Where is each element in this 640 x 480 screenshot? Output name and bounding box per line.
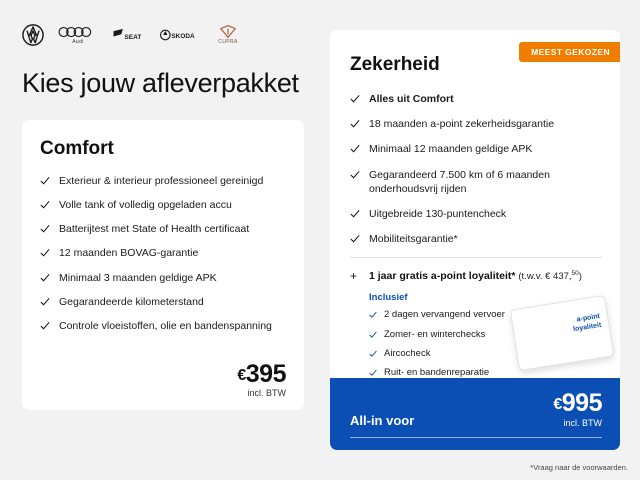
loyalty-value-end: ) bbox=[578, 271, 582, 283]
list-item bbox=[40, 198, 286, 212]
list-item bbox=[350, 168, 602, 196]
loyalty-value-main: (t.w.v. € 437, bbox=[518, 271, 572, 283]
divider bbox=[350, 257, 602, 258]
feature-text: Batterijtest met State of Health certificaat bbox=[59, 223, 250, 236]
comfort-price bbox=[237, 360, 286, 389]
check-icon bbox=[40, 248, 50, 258]
check-icon bbox=[369, 369, 377, 377]
feature-text: Alles uit Comfort bbox=[369, 93, 454, 105]
inclusief-text: Zomer- en winterchecks bbox=[384, 328, 486, 340]
zekerheid-title: Zekerheid bbox=[350, 54, 440, 75]
page-title: Kies jouw afleverpakket bbox=[22, 68, 299, 98]
currency-symbol: € bbox=[553, 396, 562, 413]
check-icon bbox=[369, 350, 377, 358]
inclusief-text: Aircocheck bbox=[384, 348, 431, 360]
list-item bbox=[350, 207, 602, 221]
comfort-price-block bbox=[237, 360, 286, 398]
check-icon bbox=[40, 176, 50, 186]
zekerheid-package-card[interactable] bbox=[330, 30, 620, 450]
feature-text: 12 maanden BOVAG-garantie bbox=[59, 247, 199, 260]
list-item bbox=[350, 117, 602, 131]
loyalty-title: 1 jaar gratis a-point loyaliteit* bbox=[369, 270, 516, 283]
allin-label: All-in voor bbox=[350, 413, 415, 428]
check-icon bbox=[350, 209, 360, 219]
check-icon bbox=[350, 170, 360, 180]
comfort-feature-list bbox=[40, 174, 286, 333]
list-item bbox=[40, 222, 286, 236]
check-icon bbox=[40, 321, 50, 331]
check-icon bbox=[350, 144, 360, 154]
comfort-package-card[interactable] bbox=[22, 120, 304, 410]
check-icon bbox=[369, 331, 377, 339]
seat-logo-icon bbox=[112, 27, 146, 43]
feature-text: Gegarandeerde kilometerstand bbox=[59, 295, 204, 308]
feature-text: Gegarandeerd 7.500 km of 6 maanden onderhoudsvrij rijden bbox=[369, 168, 550, 195]
list-item bbox=[350, 142, 602, 156]
allin-price-block bbox=[553, 391, 602, 428]
list-item bbox=[350, 92, 602, 106]
audi-label: Audi bbox=[72, 38, 84, 45]
list-item bbox=[40, 246, 286, 260]
loyalty-card-line2: loyaliteit bbox=[572, 321, 602, 333]
footer-top-row bbox=[350, 391, 602, 428]
feature-text: Uitgebreide 130-puntencheck bbox=[369, 207, 507, 220]
list-item bbox=[40, 271, 286, 285]
list-item bbox=[40, 319, 286, 333]
check-icon bbox=[369, 311, 377, 319]
feature-text: Exterieur & interieur professioneel gereinigd bbox=[59, 174, 264, 187]
check-icon bbox=[350, 94, 360, 104]
loyalty-value-cents: 50 bbox=[571, 270, 579, 278]
cupra-label: CUPRA bbox=[218, 39, 238, 45]
footnote: *Vraag naar de voorwaarden. bbox=[530, 463, 628, 472]
check-icon bbox=[350, 234, 360, 244]
zekerheid-feature-list bbox=[350, 92, 602, 246]
list-item bbox=[40, 174, 286, 188]
allin-price-footer bbox=[330, 378, 620, 450]
allin-price bbox=[553, 391, 602, 416]
svg-text:SEAT: SEAT bbox=[124, 33, 142, 41]
price-value: 995 bbox=[561, 389, 602, 417]
inclusief-text: 2 dagen vervangend vervoer bbox=[384, 309, 505, 321]
inclusief-label: Inclusief bbox=[369, 292, 408, 304]
list-item bbox=[350, 232, 602, 246]
feature-text: 18 maanden a-point zekerheidsgarantie bbox=[369, 118, 555, 131]
loyalty-card-line1: a-point bbox=[576, 312, 601, 324]
footer-underline bbox=[350, 437, 602, 438]
feature-text: Controle vloeistoffen, olie en bandenspanning bbox=[59, 319, 272, 332]
loyalty-value bbox=[518, 271, 582, 282]
check-icon bbox=[40, 200, 50, 210]
feature-text: Minimaal 12 maanden geldige APK bbox=[369, 143, 533, 156]
loyalty-offer-row bbox=[350, 270, 602, 282]
skoda-logo-icon bbox=[160, 28, 204, 42]
check-icon bbox=[40, 297, 50, 307]
volkswagen-logo-icon bbox=[22, 24, 44, 46]
comfort-title: Comfort bbox=[40, 137, 114, 159]
inclusief-text: Ruit- en bandenreparatie bbox=[384, 367, 490, 379]
price-value: 395 bbox=[245, 359, 286, 388]
audi-logo-icon bbox=[58, 26, 98, 45]
feature-text: Volle tank of volledig opgeladen accu bbox=[59, 199, 232, 212]
plus-icon: + bbox=[350, 269, 358, 284]
allin-vat-note: incl. BTW bbox=[563, 418, 602, 428]
brand-logo-bar bbox=[22, 20, 304, 50]
feature-text: Mobiliteitsgarantie* bbox=[369, 233, 458, 246]
comfort-vat-note: incl. BTW bbox=[247, 387, 286, 398]
cupra-logo-icon bbox=[218, 25, 238, 45]
check-icon bbox=[40, 224, 50, 234]
check-icon bbox=[350, 119, 360, 129]
svg-text:SKODA: SKODA bbox=[171, 33, 195, 41]
currency-symbol: € bbox=[237, 366, 246, 384]
list-item bbox=[40, 295, 286, 309]
status-badge: MEEST GEKOZEN bbox=[519, 42, 620, 62]
check-icon bbox=[40, 273, 50, 283]
feature-text: Minimaal 3 maanden geldige APK bbox=[59, 271, 217, 284]
